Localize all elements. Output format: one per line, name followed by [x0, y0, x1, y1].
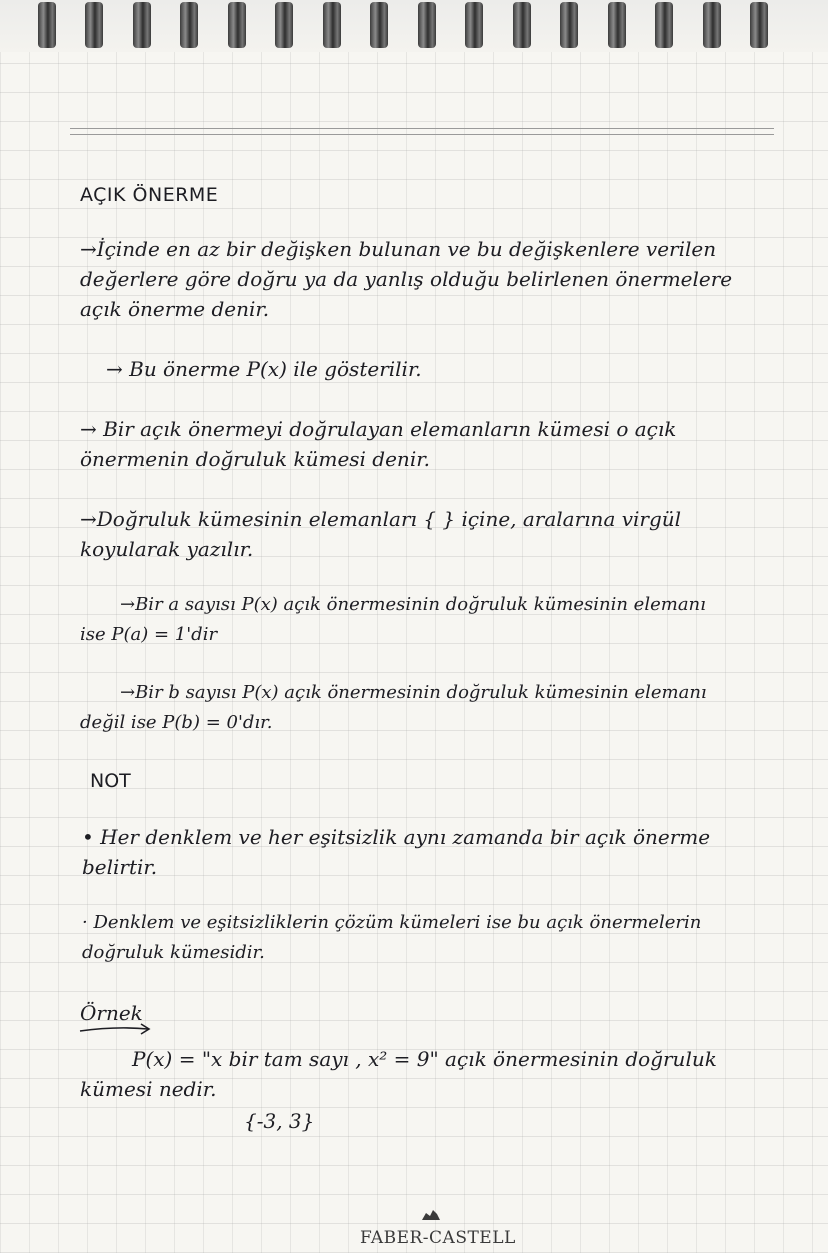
- header-rule: [70, 134, 774, 135]
- text-line: değerlere göre doğru ya da yanlış olduğu belirlenen önermelere: [80, 267, 733, 291]
- spiral-coil: [655, 2, 673, 48]
- text-line: →Bir a sayısı P(x) açık önermesinin doğruluk kümesinin elemanı: [120, 594, 706, 615]
- spiral-binding: [0, 0, 828, 52]
- text-line: • Her denklem ve her eşitsizlik aynı zamanda bir açık önerme: [82, 825, 711, 849]
- text-line: açık önerme denir.: [80, 297, 270, 321]
- underline-arrow: [78, 1022, 154, 1036]
- brand-logo: FABER-CASTELL: [360, 1228, 516, 1248]
- knight-logo-icon: [420, 1208, 442, 1222]
- text-line: →Doğruluk kümesinin elemanları { } içine, aralarına virgül: [80, 507, 682, 531]
- text-line: · Denklem ve eşitsizliklerin çözüm kümeleri ise bu açık önermelerin: [82, 912, 702, 933]
- spiral-coil: [560, 2, 578, 48]
- spiral-coil: [323, 2, 341, 48]
- paragraph-notation: → Bu önerme P(x) ile gösterilir.: [106, 357, 422, 381]
- notebook-page: [0, 52, 828, 1253]
- spiral-coil: [703, 2, 721, 48]
- text-line: →Bir b sayısı P(x) açık önermesinin doğruluk kümesinin elemanı: [120, 682, 707, 703]
- header-rule: [70, 128, 774, 129]
- spiral-coil: [465, 2, 483, 48]
- spiral-coil: [38, 2, 56, 48]
- answer: {-3, 3}: [244, 1109, 315, 1133]
- text-line: ise P(a) = 1'dir: [80, 624, 218, 645]
- spiral-coil: [418, 2, 436, 48]
- text-line: → Bir açık önermeyi doğrulayan elemanların kümesi o açık: [80, 417, 677, 441]
- page-title: AÇIK ÖNERME: [80, 184, 219, 206]
- spiral-coil: [608, 2, 626, 48]
- spiral-coil: [228, 2, 246, 48]
- spiral-coil: [275, 2, 293, 48]
- spiral-coil: [513, 2, 531, 48]
- spiral-coil: [133, 2, 151, 48]
- text-line: belirtir.: [82, 855, 158, 879]
- text-line: P(x) = "x bir tam sayı , x² = 9" açık önermesinin doğruluk: [132, 1047, 717, 1071]
- text-line: kümesi nedir.: [80, 1077, 217, 1101]
- text-line: koyularak yazılır.: [80, 537, 254, 561]
- text-line: değil ise P(b) = 0'dır.: [80, 712, 273, 733]
- spiral-coil: [180, 2, 198, 48]
- note-title: NOT: [90, 770, 131, 792]
- text-line: önermenin doğruluk kümesi denir.: [80, 447, 430, 471]
- spiral-coil: [85, 2, 103, 48]
- example-title: Örnek: [80, 1001, 143, 1025]
- spiral-coil: [750, 2, 768, 48]
- text-line: doğruluk kümesidir.: [82, 942, 265, 963]
- text-line: →İçinde en az bir değişken bulunan ve bu değişkenlere verilen: [80, 237, 717, 261]
- spiral-coil: [370, 2, 388, 48]
